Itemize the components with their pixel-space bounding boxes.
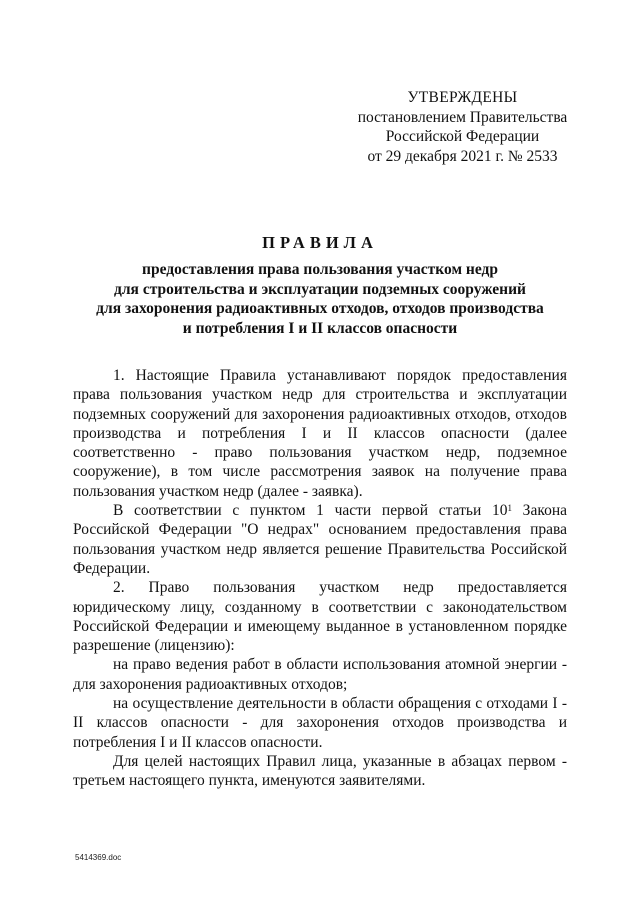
paragraph-2 [73,501,567,578]
approval-line-2: Российской Федерации [385,128,540,145]
subtitle-line-1: предоставления права пользования участком недр [142,261,498,278]
document-title: ПРАВИЛА [262,233,378,252]
approval-line-1: постановлением Правительства [357,108,568,126]
subtitle-line-4: и потребления I и II классов опасности [182,319,458,337]
approval-line-3: от 29 декабря 2021 г. № 2533 [367,147,558,165]
approval-block [355,88,570,166]
paragraph-2-text-start: В соответствии с пунктом 1 части первой статьи 10 [113,502,508,520]
paragraph-2-text-end: Закона Российской Федерации "О недрах" основанием предоставления права пользования участком недр является решение Правительства Российской Федерации. [73,502,567,577]
subtitle-line-2: для строительства и эксплуатации подземных сооружений [114,280,526,298]
paragraph-3: 2. Право пользования участком недр предоставляется юридическому лицу, созданному в соответствии с законодательством Российской Федерации и имеющему выданное в установленном порядке разрешение (лицензию): [73,579,567,655]
superscript-index: 1 [507,503,512,514]
paragraph-6: Для целей настоящих Правил лица, указанные в абзацах первом - третьем настоящего пункта, именуются заявителями. [73,752,567,790]
paragraph-5: на осуществление деятельности в области обращения с отходами I - II классов опасности - для захоронения отходов производства и потребления I и II классов опасности. [73,695,567,751]
approval-heading: УТВЕРЖДЕНЫ [407,89,518,106]
file-reference: 5414369.doc [75,853,122,862]
document-subtitle [70,260,570,338]
document-body [73,366,567,791]
paragraph-1: 1. Настоящие Правила устанавливают порядок предоставления права пользования участком недр для строительства и эксплуатации подземных сооружений для захоронения радиоактивных отходов, отходов производства и потребления I и II классов опасности (далее соответственно - право пользования участком недр, подземное сооружение), в том числе рассмотрения заявок на получение права пользования участком недр (далее - заявка). [73,367,567,500]
subtitle-line-3: для захоронения радиоактивных отходов, отходов производства [96,300,544,317]
paragraph-4: на право ведения работ в области использования атомной энергии - для захоронения радиоактивных отходов; [73,656,567,693]
